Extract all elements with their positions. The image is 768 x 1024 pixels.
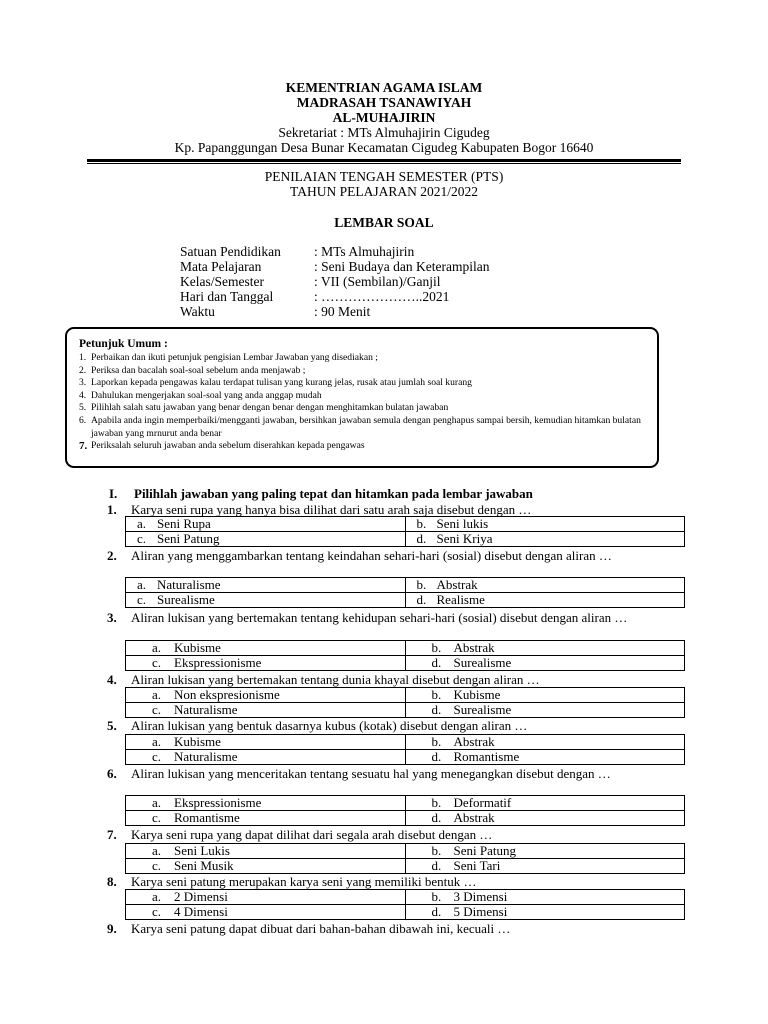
option-text: Non ekspresionisme [174,687,280,702]
option-text: Abstrak [436,577,478,592]
option-letter: b. [431,687,442,702]
question-number: 6. [107,766,117,781]
instruction-text: Perbaikan dan ikuti petunjuk pengisian Lembar Jawaban yang disediakan ; [91,352,378,363]
options-row [126,735,685,750]
option-text: 3 Dimensi [453,889,508,904]
option-content [126,578,405,592]
answer-option[interactable] [126,735,406,750]
option-letter: a. [152,734,162,749]
instruction-item [79,352,647,365]
options-row [126,796,685,811]
instruction-text: Laporkan kepada pengawas kalau terdapat tulisan yang kurang jelas, rusak atau jumlah soal kurang [91,377,472,389]
options-table [125,795,685,826]
options-row [126,593,685,608]
option-letter: b. [431,795,442,810]
instruction-text: Pilihlah salah satu jawaban yang benar dengan benar dengan menghitamkan bulatan jawaban [91,402,449,414]
option-letter: d. [431,904,442,919]
option-text: Kubisme [453,687,501,702]
option-letter: d. [431,810,442,825]
option-content [126,517,405,531]
option-content [406,703,685,717]
instruction-item [79,377,647,390]
options-table [125,687,685,718]
instruction-number: 2. [79,364,87,376]
option-text: Seni Patung [453,843,516,858]
answer-option[interactable] [126,890,406,905]
option-text: Kubisme [174,734,221,749]
answer-option[interactable] [405,750,685,765]
option-letter: d. [431,858,442,873]
question-text: Karya seni patung dapat dibuat dari bahan-bahan dibawah ini, kecuali … [131,921,511,936]
option-content [126,905,405,919]
option-content [406,859,685,873]
question [107,548,667,563]
question-text: Karya seni patung merupakan karya seni yang memiliki bentuk … [131,874,477,889]
option-letter: d. [416,592,427,607]
instruction-text: Periksa dan bacalah soal-soal sebelum anda menjawab ; [91,364,306,376]
option-text: Abstrak [453,734,495,749]
option-letter: c. [152,749,162,764]
answer-option[interactable] [126,703,406,718]
answer-option[interactable] [405,844,685,859]
answer-option[interactable] [126,750,406,765]
option-text: Deformatif [453,795,512,810]
question [107,610,667,625]
answer-option[interactable] [405,811,685,826]
answer-option[interactable] [405,578,685,593]
instruction-item [79,415,647,440]
question-number: 8. [107,874,117,889]
info-row [180,244,489,259]
options-row [126,688,685,703]
info-row [180,289,489,304]
instruction-number: 3. [79,377,87,389]
info-value: : 90 Menit [314,304,371,319]
option-letter: c. [152,702,162,717]
option-letter: b. [431,889,442,904]
option-letter: a. [152,640,162,655]
question-text: Aliran lukisan yang menceritakan tentang sesuatu hal yang menegangkan disebut dengan … [131,766,611,781]
option-text: Seni lukis [436,516,489,531]
question [107,672,667,687]
secretariat: Sekretariat : MTs Almuhajirin Cigudeg [278,125,490,140]
option-text: Seni Musik [174,858,234,873]
address: Kp. Papanggungan Desa Bunar Kecamatan Cigudeg Kabupaten Bogor 16640 [174,140,594,155]
option-text: Realisme [436,592,485,607]
option-content [406,641,685,655]
answer-option[interactable] [126,656,406,671]
question-number: 2. [107,548,117,563]
option-text: Surealisme [453,702,512,717]
answer-option[interactable] [126,532,406,547]
option-text: 5 Dimensi [453,904,508,919]
info-label: Satuan Pendidikan [180,244,281,259]
info-value: : …………………..2021 [314,289,450,304]
instruction-text: Apabila anda ingin memperbaiki/mengganti jawaban, bersihkan jawaban semula dengan penghapus sampai bersih, kemudian hitamkan bulatan jawaban yang mrnurut anda benar [91,414,641,439]
option-content [406,844,685,858]
answer-option[interactable] [405,735,685,750]
info-label: Hari dan Tanggal [180,289,274,304]
option-content [126,688,405,702]
school-type: MADRASAH TSANAWIYAH [296,95,472,110]
section-title: Pilihlah jawaban yang paling tepat dan hitamkan pada lembar jawaban [134,486,533,501]
option-content [406,517,685,531]
options-table [125,843,685,874]
ministry-name: KEMENTRIAN AGAMA ISLAM [285,80,483,95]
option-content [406,656,685,670]
option-content [406,578,685,592]
options-row [126,656,685,671]
section-number: I. [109,486,118,501]
option-content [406,688,685,702]
sheet-title: LEMBAR SOAL [334,215,434,230]
option-letter: c. [137,592,147,607]
options-table [125,577,685,608]
academic-year: TAHUN PELAJARAN 2021/2022 [290,184,478,199]
option-content [126,859,405,873]
option-content [126,656,405,670]
option-content [126,703,405,717]
answer-option[interactable] [126,796,406,811]
option-content [406,905,685,919]
option-content [406,593,685,607]
answer-option[interactable] [405,905,685,920]
option-text: Abstrak [453,810,495,825]
section-heading [109,486,533,502]
header-rule-thin [87,163,681,164]
option-text: Surealisme [157,592,215,607]
option-letter: b. [416,577,427,592]
instructions-box [65,327,659,468]
option-text: Romantisme [174,810,240,825]
option-text: Seni Lukis [174,843,230,858]
options-row [126,578,685,593]
option-text: Naturalisme [174,702,238,717]
option-letter: a. [152,687,162,702]
question-number: 3. [107,610,117,625]
instruction-item [79,390,647,403]
question [107,921,667,936]
question-number: 7. [107,827,117,842]
instructions-list [79,352,647,453]
option-letter: a. [137,577,147,592]
question-text: Karya seni rupa yang hanya bisa dilihat dari satu arah saja disebut dengan … [131,502,532,517]
answer-option[interactable] [405,688,685,703]
answer-option[interactable] [405,656,685,671]
info-value: : MTs Almuhajirin [314,244,415,259]
option-text: Naturalisme [174,749,238,764]
answer-option[interactable] [405,796,685,811]
option-content [126,641,405,655]
instruction-number: 4. [79,389,87,401]
option-text: Romantisme [453,749,520,764]
question [107,827,667,842]
question-number: 1. [107,502,117,517]
info-value: : Seni Budaya dan Keterampilan [314,259,490,274]
option-content [126,532,405,546]
option-text: Seni Rupa [157,516,211,531]
option-letter: d. [431,655,442,670]
option-letter: c. [152,810,162,825]
answer-option[interactable] [126,688,406,703]
answer-option[interactable] [126,593,406,608]
info-row [180,274,489,289]
question-number: 5. [107,718,117,733]
question-number: 9. [107,921,117,936]
option-text: Ekspressionisme [174,795,262,810]
answer-option[interactable] [405,890,685,905]
answer-option[interactable] [126,844,406,859]
option-content [126,811,405,825]
question [107,718,667,733]
info-label: Mata Pelajaran [180,259,262,274]
option-letter: d. [416,531,427,546]
options-table [125,734,685,765]
answer-option[interactable] [126,811,406,826]
question-text: Karya seni rupa yang dapat dilihat dari segala arah disebut dengan … [131,827,493,842]
option-text: Seni Tari [453,858,501,873]
options-row [126,890,685,905]
instruction-text: Dahulukan mengerjakan soal-soal yang anda anggap mudah [91,389,322,401]
option-content [126,844,405,858]
options-row [126,517,685,532]
option-content [126,796,405,810]
options-table [125,889,685,920]
question-text: Aliran yang menggambarkan tentang keindahan sehari-hari (sosial) disebut dengan aliran … [131,548,612,563]
options-row [126,641,685,656]
info-value: : VII (Sembilan)/Ganjil [314,274,441,289]
question-text: Aliran lukisan yang bertemakan tentang kehidupan sehari-hari (sosial) disebut dengan aliran … [131,610,628,625]
option-letter: b. [431,640,442,655]
option-content [406,890,685,904]
instruction-text: Periksalah seluruh jawaban anda sebelum diserahkan kepada pengawas [91,440,365,452]
instruction-number: 5. [79,402,87,414]
instruction-item [79,402,647,415]
options-row [126,811,685,826]
option-text: Seni Patung [157,531,220,546]
option-text: Naturalisme [157,577,221,592]
question [107,766,667,781]
header-rule-thick [87,159,681,162]
option-text: 4 Dimensi [174,904,228,919]
option-letter: a. [137,516,147,531]
option-text: Seni Kriya [436,531,493,546]
info-label: Kelas/Semester [180,274,264,289]
answer-option[interactable] [126,517,406,532]
instructions-title: Petunjuk Umum : [79,338,168,350]
option-letter: a. [152,843,162,858]
option-letter: c. [152,655,162,670]
options-row [126,532,685,547]
answer-option[interactable] [126,905,406,920]
answer-option[interactable] [405,859,685,874]
option-content [126,593,405,607]
option-letter: a. [152,795,162,810]
option-letter: a. [152,889,162,904]
option-content [406,735,685,749]
option-text: 2 Dimensi [174,889,228,904]
question-text: Aliran lukisan yang bertemakan tentang dunia khayal disebut dengan aliran … [131,672,540,687]
option-letter: d. [431,749,442,764]
option-content [126,890,405,904]
option-letter: b. [431,843,442,858]
option-letter: d. [431,702,442,717]
option-content [406,532,685,546]
option-letter: b. [416,516,427,531]
instruction-number: 1. [79,352,87,363]
option-letter: c. [152,904,162,919]
option-content [126,750,405,764]
instruction-item [79,365,647,378]
instruction-number: 6. [79,414,87,426]
option-letter: b. [431,734,442,749]
question [107,874,667,889]
answer-option[interactable] [126,641,406,656]
option-text: Surealisme [453,655,512,670]
answer-option[interactable] [126,859,406,874]
answer-option[interactable] [405,532,685,547]
instruction-item [79,440,647,453]
answer-option[interactable] [405,641,685,656]
option-text: Kubisme [174,640,221,655]
school-name: AL-MUHAJIRIN [332,110,436,125]
question [107,502,667,517]
options-row [126,750,685,765]
option-text: Ekspressionisme [174,655,262,670]
option-letter: c. [137,531,147,546]
options-table [125,516,685,547]
option-letter: c. [152,858,162,873]
option-content [406,811,685,825]
answer-option[interactable] [405,593,685,608]
answer-option[interactable] [405,517,685,532]
option-content [126,735,405,749]
info-label: Waktu [180,304,215,319]
answer-option[interactable] [405,703,685,718]
question-text: Aliran lukisan yang bentuk dasarnya kubus (kotak) disebut dengan aliran … [131,718,528,733]
instruction-number: 7. [79,440,88,453]
info-row [180,304,489,319]
question-number: 4. [107,672,117,687]
options-row [126,859,685,874]
exam-info [180,244,489,319]
answer-option[interactable] [126,578,406,593]
options-row [126,844,685,859]
options-table [125,640,685,671]
exam-title: PENILAIAN TENGAH SEMESTER (PTS) [264,169,504,184]
options-row [126,703,685,718]
option-content [406,796,685,810]
option-text: Abstrak [453,640,495,655]
options-row [126,905,685,920]
info-row [180,259,489,274]
option-content [406,750,685,764]
